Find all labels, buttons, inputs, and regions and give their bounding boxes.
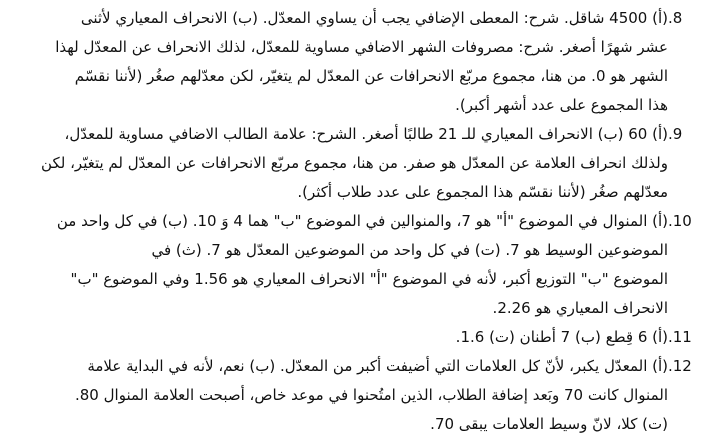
answer-item-9 [8,120,702,207]
item-number: .9 [668,125,683,143]
answer-text [8,352,668,439]
text-line: الموضوعين الوسيط هو 7. (ت) في كل واحد من الموضوعين المعدّل هو 7. (ث) في [151,241,668,259]
text-line: الانحراف المعياري هو 2.26. [492,299,668,317]
answer-text [8,323,668,352]
answer-text [8,207,668,323]
text-line: ولذلك انحراف العلامة عن المعدّل هو صفر. من هنا، مجموع مربّع الانحرافات عن المعدّل لم يتغيّر، لكن [41,154,668,172]
answer-item-12 [8,352,702,439]
item-number: .10 [668,212,692,230]
text-line: (أ) المنوال في الموضوع "أ" هو 7، والمنوالين في الموضوع "ب" هما 4 وَ 10. (ب) في كل واحد من [56,212,668,230]
text-line: (ت) كلا، لانّ وسيط العلامات يبقى 70. [430,415,668,433]
text-line: الموضوع "ب" التوزيع أكبر، لأنه في الموضوع "أ" الانحراف المعياري هو 1.56 وفي الموضوع "ب" [70,270,668,288]
answer-item-10 [8,207,702,323]
text-line: (أ) 60 (ب) الانحراف المعياري للـ 21 طالبًا أصغر. الشرح: علامة الطالب الاضافي مساوية للمعدّل، [64,125,668,143]
text-line: (أ) 4500 شاقل. شرح: المعطى الإضافي يجب أن يساوي المعدّل. (ب) الانحراف المعياري لأثنى [80,9,668,27]
answer-item-11 [8,323,702,352]
item-number: .12 [668,357,692,375]
item-number: .8 [668,9,683,27]
text-line: (أ) 6 قِطع (ب) 7 أطنان (ت) 1.6. [455,328,668,346]
text-line: معدّلهم صغُر (لأننا نقسّم هذا المجموع على عدد طلاب أكثر). [297,183,668,201]
text-line: عشر شهرًا أصغر. شرح: مصروفات الشهر الاضافي مساوية للمعدّل، لذلك الانحراف عن المعدّل لهذا [55,38,668,56]
answer-text [8,4,668,120]
item-number: .11 [668,328,692,346]
answer-item-8 [8,4,702,120]
text-line: المنوال كانت 70 وبَعد إضافة الطلاب، الذين امتُحنوا في موعد خاص، أصبحت العلامة المنوال 80. [74,386,668,404]
text-line: الشهر هو 0. من هنا، مجموع مربّع الانحرافات عن المعدّل لم يتغيّر، لكن معدّلهم صغُر (لأننا نقسّم [74,67,668,85]
text-line: (أ) المعدّل يكبر، لأنّ كل العلامات التي أضيفت أكبر من المعدّل. (ب) نعم، لأنه في البداية علامة [87,357,668,375]
text-line: هذا المجموع على عدد أشهر أكبر). [455,96,668,114]
answer-text [8,120,668,207]
